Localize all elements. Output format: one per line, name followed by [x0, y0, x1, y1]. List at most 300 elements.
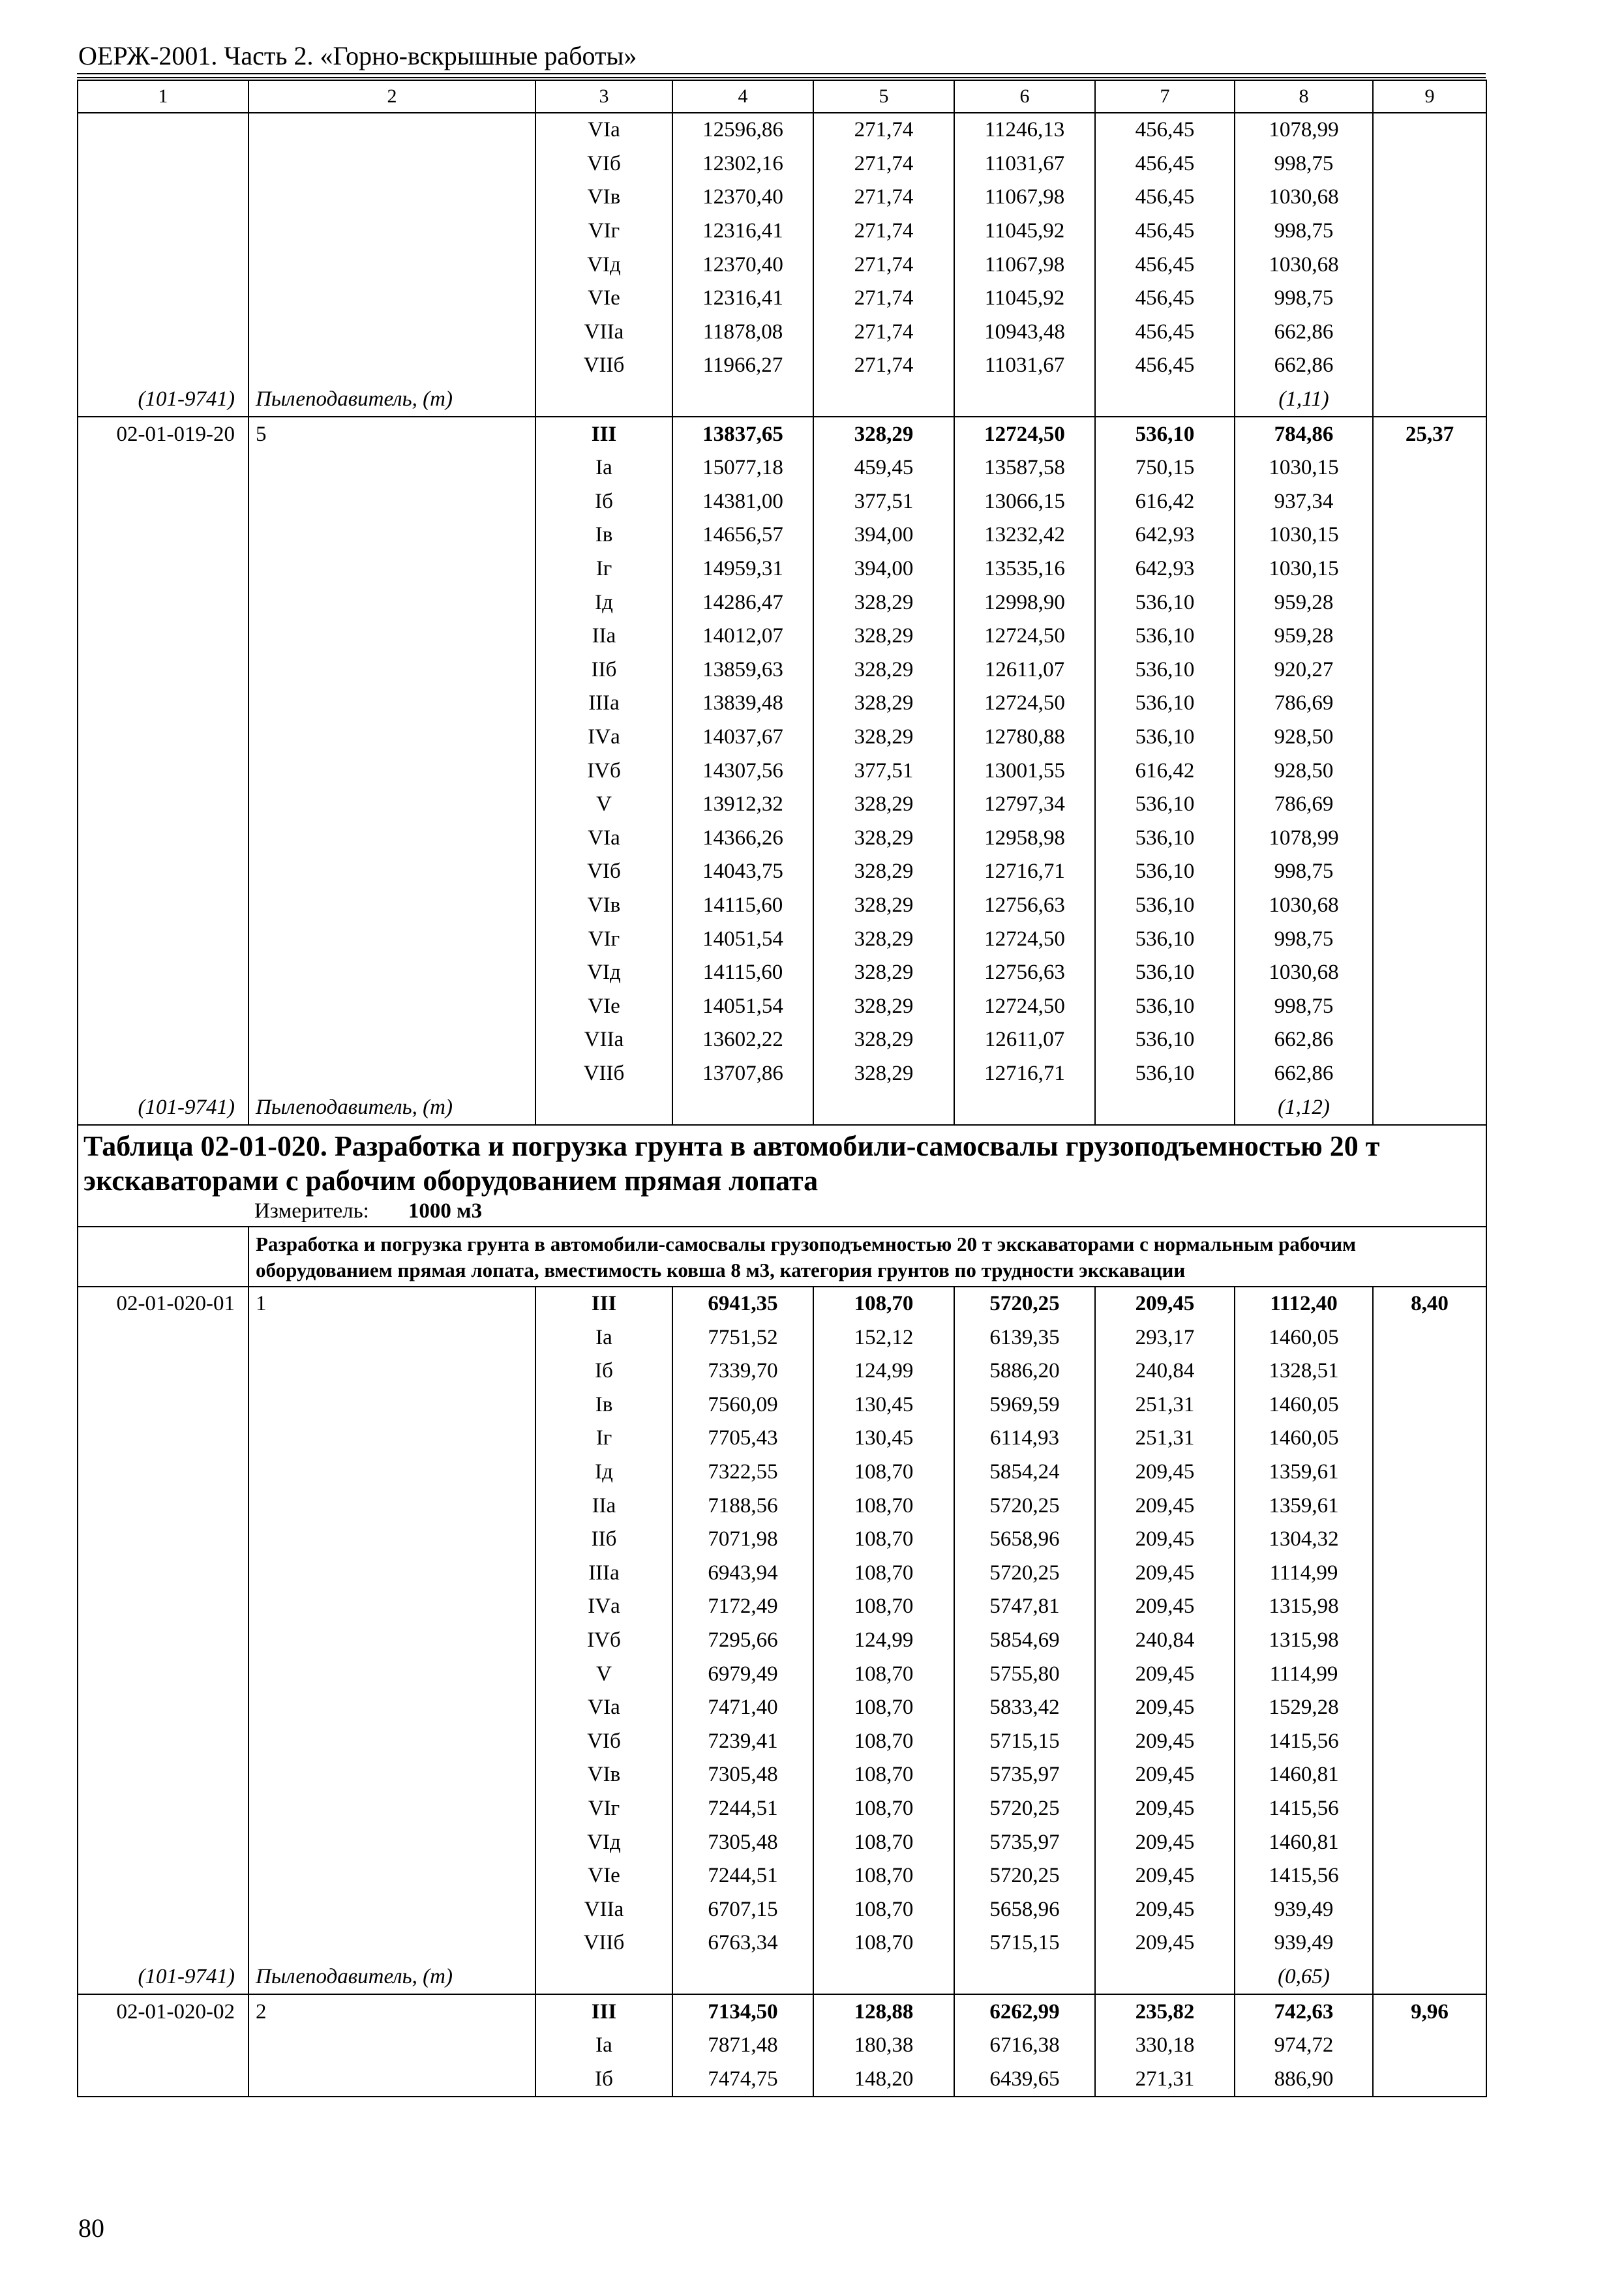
value-cell: 959,28 — [1235, 620, 1373, 653]
empty-cell — [1373, 653, 1486, 687]
value-cell: 328,29 — [813, 1057, 954, 1091]
empty-cell — [248, 1926, 535, 1960]
soil-category: VIг — [535, 1792, 672, 1826]
empty-cell — [1373, 552, 1486, 586]
empty-cell — [954, 1960, 1095, 1995]
value-cell: 616,42 — [1095, 754, 1235, 788]
value-cell: 328,29 — [813, 989, 954, 1023]
value-cell: 12958,98 — [954, 821, 1095, 855]
empty-cell — [248, 1523, 535, 1557]
empty-cell — [78, 687, 248, 721]
value-cell: 7244,51 — [672, 1792, 813, 1826]
empty-cell — [248, 316, 535, 350]
soil-category: IVа — [535, 1590, 672, 1624]
empty-cell — [248, 1657, 535, 1691]
value-cell: 13066,15 — [954, 485, 1095, 519]
value-cell: 642,93 — [1095, 552, 1235, 586]
value-cell: 12596,86 — [672, 113, 813, 147]
soil-category: VIб — [535, 855, 672, 889]
table-row — [78, 821, 1486, 855]
soil-category: IVа — [535, 721, 672, 755]
value-cell: 108,70 — [813, 1926, 954, 1960]
empty-cell — [248, 754, 535, 788]
empty-cell — [1373, 451, 1486, 485]
value-cell: 1030,68 — [1235, 889, 1373, 923]
soil-category: VIIа — [535, 1893, 672, 1926]
value-cell: 251,31 — [1095, 1388, 1235, 1422]
table-row — [78, 349, 1486, 383]
value-cell: 12724,50 — [954, 417, 1095, 451]
value-cell: 14366,26 — [672, 821, 813, 855]
empty-cell — [78, 181, 248, 215]
empty-cell — [248, 620, 535, 653]
value-cell: 616,42 — [1095, 485, 1235, 519]
value-cell: 5720,25 — [954, 1557, 1095, 1591]
empty-cell — [1373, 1090, 1486, 1125]
value-cell: 271,74 — [813, 349, 954, 383]
value-cell: 13587,58 — [954, 451, 1095, 485]
value-cell: 642,93 — [1095, 518, 1235, 552]
empty-cell — [1095, 383, 1235, 417]
table-title-cell — [78, 1125, 1486, 1227]
value-cell: 209,45 — [1095, 1456, 1235, 1489]
table-row — [78, 1489, 1486, 1523]
value-cell: 209,45 — [1095, 1523, 1235, 1557]
empty-cell — [248, 889, 535, 923]
value-cell: 11045,92 — [954, 282, 1095, 316]
value-cell: 998,75 — [1235, 989, 1373, 1023]
value-cell: 328,29 — [813, 586, 954, 620]
empty-cell — [1373, 889, 1486, 923]
soil-category: VIIб — [535, 1926, 672, 1960]
empty-cell — [78, 485, 248, 519]
soil-category: VIе — [535, 989, 672, 1023]
empty-cell — [1373, 2062, 1486, 2097]
value-cell: 108,70 — [813, 1792, 954, 1826]
soil-category: VIIа — [535, 316, 672, 350]
table-row — [78, 721, 1486, 755]
value-cell: 1304,32 — [1235, 1523, 1373, 1557]
table-row — [78, 1523, 1486, 1557]
value-cell: 209,45 — [1095, 1590, 1235, 1624]
value-cell: 928,50 — [1235, 721, 1373, 755]
value-cell: 7871,48 — [672, 2029, 813, 2063]
value-cell: 13839,48 — [672, 687, 813, 721]
value-cell: 939,49 — [1235, 1893, 1373, 1926]
value-cell: 108,70 — [813, 1893, 954, 1926]
value-cell: 5720,25 — [954, 1792, 1095, 1826]
value-cell: 1114,99 — [1235, 1557, 1373, 1591]
value-cell: 7560,09 — [672, 1388, 813, 1422]
soil-category: VIIа — [535, 1023, 672, 1057]
empty-cell — [78, 1388, 248, 1422]
value-cell: 1078,99 — [1235, 113, 1373, 147]
table-row — [78, 248, 1486, 282]
value-cell: 12756,63 — [954, 956, 1095, 990]
value-cell: 7305,48 — [672, 1825, 813, 1859]
value-cell: 6707,15 — [672, 1893, 813, 1926]
table-row — [78, 1926, 1486, 1960]
value-cell: 152,12 — [813, 1321, 954, 1354]
value-cell: 14012,07 — [672, 620, 813, 653]
empty-cell — [1373, 1590, 1486, 1624]
empty-cell — [1373, 113, 1486, 147]
empty-cell — [248, 922, 535, 956]
value-cell: 12756,63 — [954, 889, 1095, 923]
value-cell: 7339,70 — [672, 1354, 813, 1388]
empty-cell — [1373, 1321, 1486, 1354]
empty-cell — [535, 383, 672, 417]
empty-cell — [1373, 1023, 1486, 1057]
col-num: 3 — [535, 80, 672, 113]
value-cell: 11067,98 — [954, 181, 1095, 215]
soil-category: VIг — [535, 215, 672, 248]
value-cell: 7322,55 — [672, 1456, 813, 1489]
empty-cell — [78, 248, 248, 282]
value-cell: 328,29 — [813, 821, 954, 855]
table-row — [78, 1321, 1486, 1354]
value-cell: 1030,68 — [1235, 248, 1373, 282]
value-cell: 12370,40 — [672, 248, 813, 282]
empty-cell — [78, 1657, 248, 1691]
empty-cell — [248, 181, 535, 215]
soil-category: VIв — [535, 181, 672, 215]
empty-cell — [248, 1057, 535, 1091]
value-cell: 12370,40 — [672, 181, 813, 215]
empty-cell — [1373, 181, 1486, 215]
value-cell: 108,70 — [813, 1489, 954, 1523]
value-cell: 130,45 — [813, 1422, 954, 1456]
value-cell: 394,00 — [813, 518, 954, 552]
table-row — [78, 1422, 1486, 1456]
empty-cell — [248, 2029, 535, 2063]
value-cell: 1529,28 — [1235, 1691, 1373, 1725]
value-cell: 328,29 — [813, 956, 954, 990]
table-title: Таблица 02-01-020. Разработка и погрузка грунта в автомобили-самосвалы грузоподъемностью 20 т экскаваторами с рабочим оборудованием прямая лопата — [83, 1130, 1380, 1197]
value-cell: 108,70 — [813, 1691, 954, 1725]
soil-category: Iб — [535, 485, 672, 519]
value-cell: 330,18 — [1095, 2029, 1235, 2063]
empty-cell — [248, 552, 535, 586]
empty-cell — [78, 620, 248, 653]
value-cell: 536,10 — [1095, 956, 1235, 990]
empty-cell — [248, 855, 535, 889]
empty-cell — [1095, 1960, 1235, 1995]
table-row — [78, 1724, 1486, 1758]
value-cell: 536,10 — [1095, 1023, 1235, 1057]
value-cell: 12611,07 — [954, 1023, 1095, 1057]
value-cell: 12316,41 — [672, 282, 813, 316]
empty-cell — [78, 821, 248, 855]
soil-category: IIIа — [535, 687, 672, 721]
value-cell: 328,29 — [813, 788, 954, 822]
measure-unit: 1000 м3 — [408, 1199, 483, 1223]
value-cell: 15077,18 — [672, 451, 813, 485]
description-code-cell — [78, 1227, 248, 1286]
value-cell: 13001,55 — [954, 754, 1095, 788]
table-row — [78, 586, 1486, 620]
value-cell: 180,38 — [813, 2029, 954, 2063]
table-row — [78, 1590, 1486, 1624]
value-cell: 108,70 — [813, 1456, 954, 1489]
soil-category: VIа — [535, 1691, 672, 1725]
empty-cell — [1373, 1388, 1486, 1422]
table-row — [78, 653, 1486, 687]
empty-cell — [1373, 1523, 1486, 1557]
table-row — [78, 1057, 1486, 1091]
resource-code: (101-9741) — [78, 1960, 248, 1995]
value-cell: 209,45 — [1095, 1893, 1235, 1926]
empty-cell — [248, 721, 535, 755]
value-cell: 13707,86 — [672, 1057, 813, 1091]
soil-category: Iа — [535, 1321, 672, 1354]
table-row — [78, 788, 1486, 822]
value-cell: 1112,40 — [1235, 1287, 1373, 1321]
empty-cell — [1373, 1489, 1486, 1523]
value-cell: 662,86 — [1235, 349, 1373, 383]
soil-category: Iа — [535, 451, 672, 485]
value-cell: 12724,50 — [954, 922, 1095, 956]
value-cell: 12724,50 — [954, 620, 1095, 653]
soil-category: VIг — [535, 922, 672, 956]
value-cell: 14043,75 — [672, 855, 813, 889]
value-cell: 7172,49 — [672, 1590, 813, 1624]
soil-category: Iг — [535, 552, 672, 586]
soil-category: III — [535, 1994, 672, 2029]
value-cell: 6139,35 — [954, 1321, 1095, 1354]
value-cell: 13602,22 — [672, 1023, 813, 1057]
table-title-row — [78, 1125, 1486, 1227]
table-row — [78, 1893, 1486, 1926]
soil-category: VIв — [535, 889, 672, 923]
soil-category: VIд — [535, 956, 672, 990]
soil-category: VIе — [535, 282, 672, 316]
empty-cell — [248, 1354, 535, 1388]
dust-suppressor-row — [78, 1090, 1486, 1125]
value-cell: 11045,92 — [954, 215, 1095, 248]
value-cell: 959,28 — [1235, 586, 1373, 620]
empty-cell — [248, 282, 535, 316]
value-cell: 5854,24 — [954, 1456, 1095, 1489]
empty-cell — [78, 855, 248, 889]
soil-category: VIIб — [535, 1057, 672, 1091]
table-row — [78, 889, 1486, 923]
value-cell: 10943,48 — [954, 316, 1095, 350]
empty-cell — [1373, 1057, 1486, 1091]
value-cell: 784,86 — [1235, 417, 1373, 451]
labor-cost: 25,37 — [1373, 417, 1486, 451]
soil-category: VIа — [535, 113, 672, 147]
empty-cell — [248, 248, 535, 282]
value-cell: 328,29 — [813, 687, 954, 721]
empty-cell — [248, 1893, 535, 1926]
empty-cell — [1373, 956, 1486, 990]
value-cell: 536,10 — [1095, 821, 1235, 855]
empty-cell — [1373, 754, 1486, 788]
value-cell: 12716,71 — [954, 855, 1095, 889]
table-row — [78, 485, 1486, 519]
value-cell: 5886,20 — [954, 1354, 1095, 1388]
empty-cell — [1095, 1090, 1235, 1125]
empty-cell — [78, 956, 248, 990]
empty-cell — [78, 721, 248, 755]
value-cell: 209,45 — [1095, 1724, 1235, 1758]
table-row — [78, 1657, 1486, 1691]
empty-cell — [248, 586, 535, 620]
table-body — [78, 80, 1486, 2097]
value-cell: 209,45 — [1095, 1792, 1235, 1826]
empty-cell — [248, 1456, 535, 1489]
empty-cell — [1373, 721, 1486, 755]
resource-name: Пылеподавитель, (т) — [248, 383, 535, 417]
value-cell: 14307,56 — [672, 754, 813, 788]
value-cell: 920,27 — [1235, 653, 1373, 687]
value-cell: 7305,48 — [672, 1758, 813, 1792]
value-cell: 7471,40 — [672, 1691, 813, 1725]
empty-cell — [78, 1523, 248, 1557]
empty-cell — [1373, 518, 1486, 552]
empty-cell — [1373, 687, 1486, 721]
empty-cell — [78, 1893, 248, 1926]
value-cell: 271,74 — [813, 282, 954, 316]
col-num: 9 — [1373, 80, 1486, 113]
value-cell: 128,88 — [813, 1994, 954, 2029]
value-cell: 5720,25 — [954, 1489, 1095, 1523]
empty-cell — [78, 113, 248, 147]
table-row — [78, 518, 1486, 552]
table-row — [78, 215, 1486, 248]
empty-cell — [78, 451, 248, 485]
empty-cell — [248, 215, 535, 248]
empty-cell — [78, 1354, 248, 1388]
value-cell: 6941,35 — [672, 1287, 813, 1321]
empty-cell — [78, 922, 248, 956]
empty-cell — [248, 1590, 535, 1624]
value-cell: 328,29 — [813, 855, 954, 889]
value-cell: 271,74 — [813, 316, 954, 350]
value-cell: 13232,42 — [954, 518, 1095, 552]
empty-cell — [78, 1792, 248, 1826]
table-row — [78, 1557, 1486, 1591]
value-cell: 937,34 — [1235, 485, 1373, 519]
resource-name: Пылеподавитель, (т) — [248, 1960, 535, 1995]
value-cell: 271,31 — [1095, 2062, 1235, 2097]
empty-cell — [1373, 248, 1486, 282]
empty-cell — [248, 485, 535, 519]
empty-cell — [535, 1090, 672, 1125]
soil-category: III — [535, 1287, 672, 1321]
empty-cell — [78, 989, 248, 1023]
table-row — [78, 316, 1486, 350]
value-cell: 209,45 — [1095, 1691, 1235, 1725]
value-cell: 536,10 — [1095, 687, 1235, 721]
value-cell: 209,45 — [1095, 1557, 1235, 1591]
value-cell: 998,75 — [1235, 855, 1373, 889]
soil-category: Iб — [535, 1354, 672, 1388]
value-cell: 1030,15 — [1235, 518, 1373, 552]
value-cell: 209,45 — [1095, 1758, 1235, 1792]
value-cell: 786,69 — [1235, 788, 1373, 822]
value-cell: 209,45 — [1095, 1287, 1235, 1321]
table-row — [78, 181, 1486, 215]
value-cell: 209,45 — [1095, 1657, 1235, 1691]
value-cell: 7751,52 — [672, 1321, 813, 1354]
empty-cell — [248, 989, 535, 1023]
value-cell: 11966,27 — [672, 349, 813, 383]
value-cell: 928,50 — [1235, 754, 1373, 788]
resource-code: (101-9741) — [78, 383, 248, 417]
value-cell: 7295,66 — [672, 1624, 813, 1658]
empty-cell — [78, 1057, 248, 1091]
value-cell: 12716,71 — [954, 1057, 1095, 1091]
value-cell: 13535,16 — [954, 552, 1095, 586]
rate-code: 02-01-020-01 — [78, 1287, 248, 1321]
value-cell: 1415,56 — [1235, 1792, 1373, 1826]
empty-cell — [1373, 989, 1486, 1023]
empty-cell — [1373, 1960, 1486, 1995]
value-cell: 456,45 — [1095, 349, 1235, 383]
value-cell: 240,84 — [1095, 1624, 1235, 1658]
value-cell: 328,29 — [813, 721, 954, 755]
empty-cell — [672, 1090, 813, 1125]
empty-cell — [78, 518, 248, 552]
empty-cell — [1373, 1657, 1486, 1691]
value-cell: 1460,05 — [1235, 1422, 1373, 1456]
table-row — [78, 2029, 1486, 2063]
empty-cell — [535, 1960, 672, 1995]
value-cell: 456,45 — [1095, 147, 1235, 181]
empty-cell — [248, 821, 535, 855]
soil-category: IIа — [535, 620, 672, 653]
value-cell: 7188,56 — [672, 1489, 813, 1523]
value-cell: 456,45 — [1095, 113, 1235, 147]
soil-category: VIд — [535, 1825, 672, 1859]
value-cell: 328,29 — [813, 922, 954, 956]
empty-cell — [248, 1859, 535, 1893]
value-cell: 209,45 — [1095, 1825, 1235, 1859]
value-cell: 998,75 — [1235, 922, 1373, 956]
value-cell: 662,86 — [1235, 1057, 1373, 1091]
table-row — [78, 147, 1486, 181]
soil-category: VIIб — [535, 349, 672, 383]
resource-quantity: (1,11) — [1235, 383, 1373, 417]
empty-cell — [78, 552, 248, 586]
value-cell: 11246,13 — [954, 113, 1095, 147]
value-cell: 11031,67 — [954, 147, 1095, 181]
value-cell: 5969,59 — [954, 1388, 1095, 1422]
table-row — [78, 1825, 1486, 1859]
empty-cell — [1373, 788, 1486, 822]
value-cell: 328,29 — [813, 620, 954, 653]
empty-cell — [248, 349, 535, 383]
value-cell: 1415,56 — [1235, 1859, 1373, 1893]
value-cell: 6763,34 — [672, 1926, 813, 1960]
empty-cell — [1373, 1724, 1486, 1758]
empty-cell — [78, 586, 248, 620]
empty-cell — [248, 2062, 535, 2097]
value-cell: 328,29 — [813, 889, 954, 923]
empty-cell — [672, 383, 813, 417]
table-row — [78, 754, 1486, 788]
empty-cell — [1373, 1557, 1486, 1591]
empty-cell — [672, 1960, 813, 1995]
value-cell: 209,45 — [1095, 1489, 1235, 1523]
value-cell: 5833,42 — [954, 1691, 1095, 1725]
empty-cell — [1373, 922, 1486, 956]
table-row — [78, 113, 1486, 147]
value-cell: 377,51 — [813, 485, 954, 519]
empty-cell — [1373, 1691, 1486, 1725]
